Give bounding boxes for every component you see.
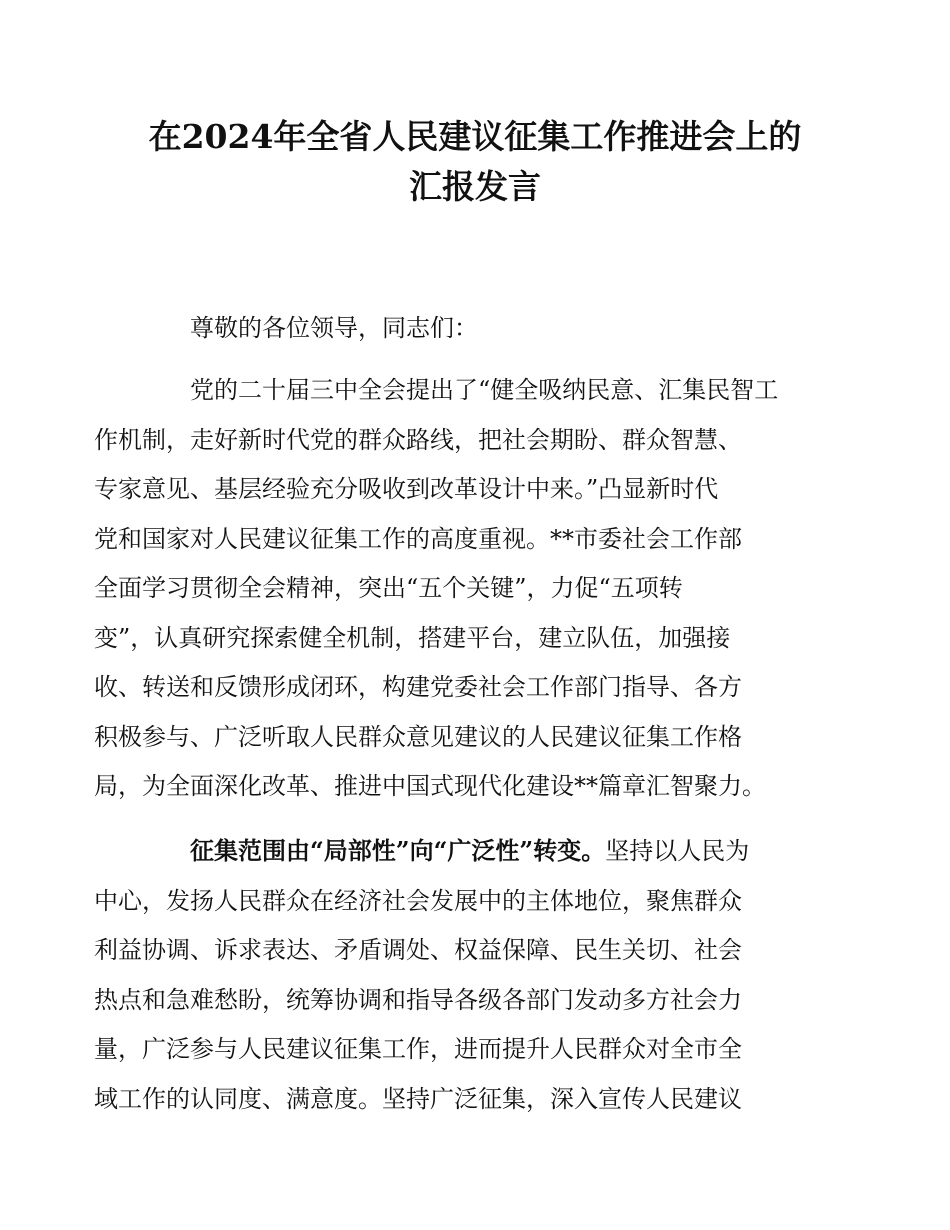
paragraph-lead-heading: 征集范围由“局部性”向“广泛性”转变。	[190, 836, 606, 865]
paragraph-line: 热点和急难愁盼，统筹协调和指导各级各部门发动多方社会力	[94, 985, 742, 1014]
paragraph-first-line-rest: 坚持以人民为	[605, 837, 750, 865]
title-line-1: 在2024年全省人民建议征集工作推进会上的	[148, 117, 802, 156]
paragraph-line: 局，为全面深化改革、推进中国式现代化建设**篇章汇智聚力。	[94, 772, 766, 800]
paragraph-line: 积极参与、广泛听取人民群众意见建议的人民建议征集工作格	[94, 722, 742, 751]
paragraph-line: 利益协调、诉求表达、矛盾调处、权益保障、民生关切、社会	[94, 936, 742, 964]
document-title	[110, 112, 840, 212]
paragraph-line: 全面学习贯彻全会精神，突出“五个关键”，力促“五项转	[94, 574, 683, 602]
paragraph-line: 收、转送和反馈形成闭环，构建党委社会工作部门指导、各方	[94, 673, 742, 701]
paragraph-line: 作机制，走好新时代党的群众路线，把社会期盼、群众智慧、	[94, 425, 742, 454]
title-line-2: 汇报发言	[409, 167, 541, 206]
salutation: 尊敬的各位领导，同志们：	[190, 314, 478, 342]
paragraph-line: 党的二十届三中全会提出了“健全吸纳民意、汇集民智工	[190, 376, 779, 404]
paragraph-intro	[94, 366, 832, 812]
paragraph-line: 党和国家对人民建议征集工作的高度重视。**市委社会工作部	[94, 524, 742, 553]
paragraph-first-line	[142, 826, 832, 877]
paragraph-line: 变”，认真研究探索健全机制，搭建平台，建立队伍，加强接	[94, 623, 731, 652]
paragraph-collection-scope	[94, 826, 832, 1124]
paragraph-line: 量，广泛参与人民建议征集工作，进而提升人民群众对全市全	[94, 1035, 742, 1063]
paragraph-line: 域工作的认同度、满意度。坚持广泛征集，深入宣传人民建议	[94, 1084, 742, 1113]
paragraph-line: 专家意见、基层经验充分吸收到改革设计中来。”凸显新时代	[94, 475, 719, 503]
paragraph-line: 中心，发扬人民群众在经济社会发展中的主体地位，聚焦群众	[94, 886, 742, 915]
